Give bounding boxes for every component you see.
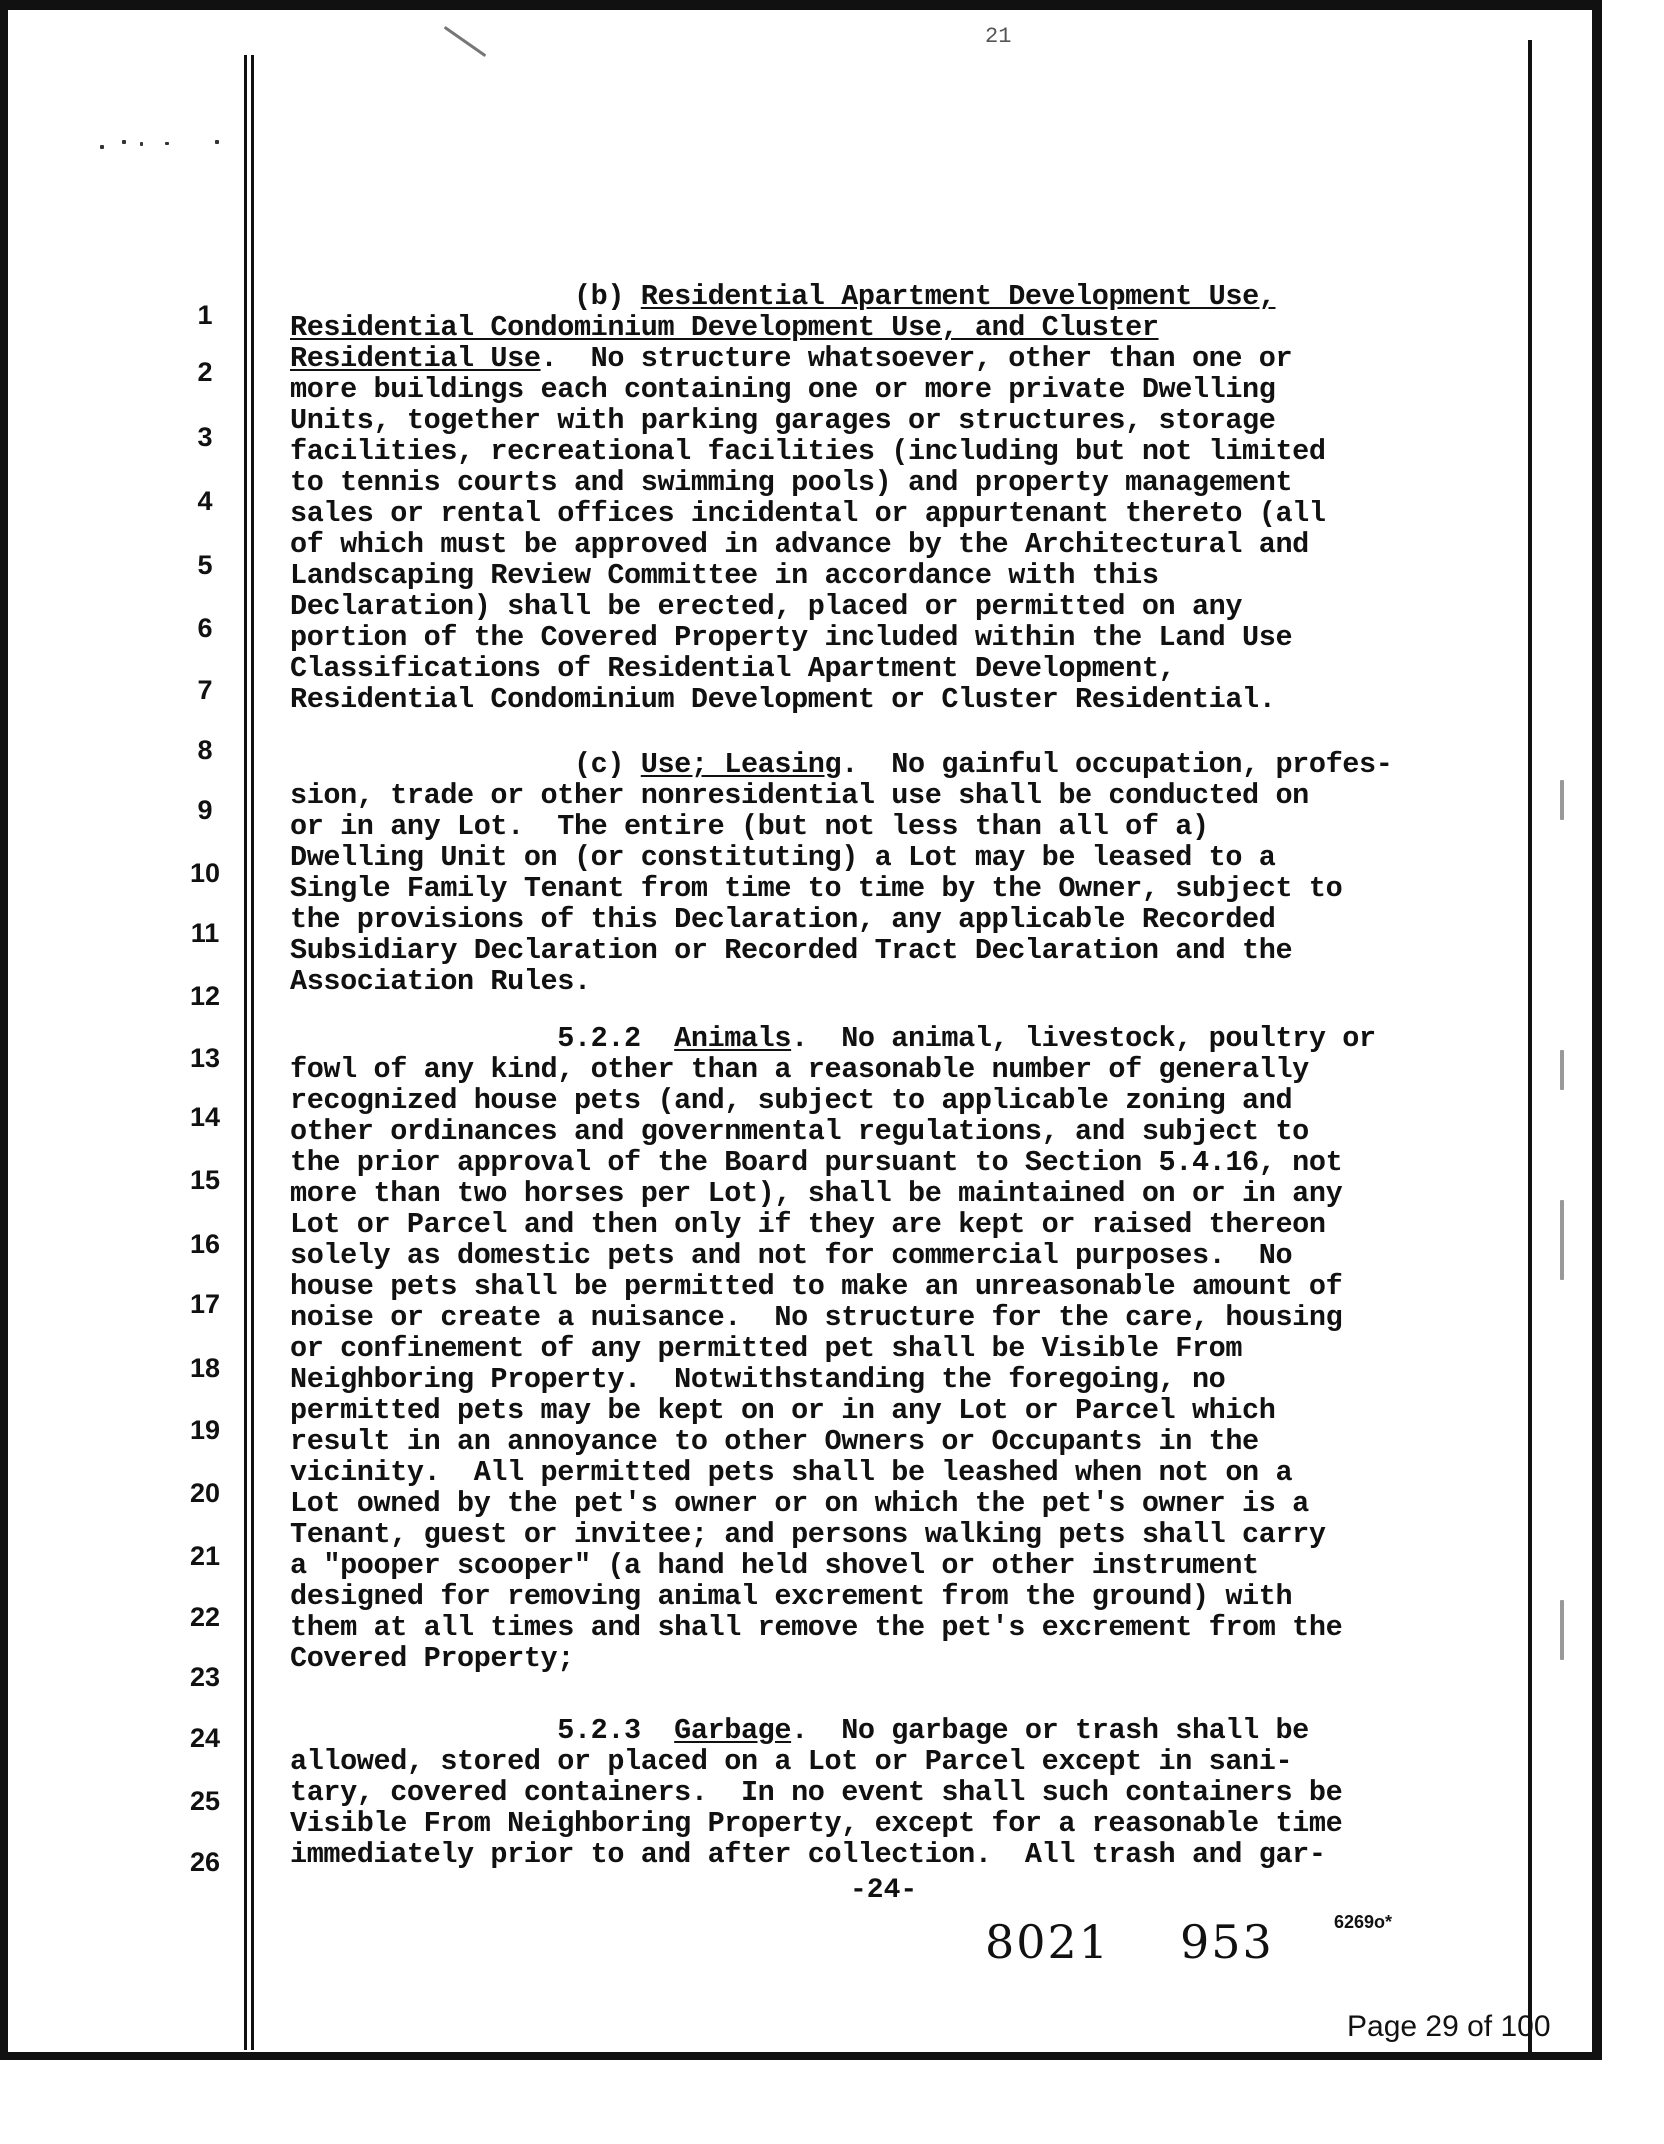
para-b-heading-line-2 [290,311,1159,344]
body-line: of which must be approved in advance by the Architectural and [290,528,1309,561]
body-line: Landscaping Review Committee in accordance with this [290,559,1159,592]
line-number: 16 [189,1229,221,1259]
line-number: 15 [189,1165,221,1195]
body-line: Visible From Neighboring Property, except for a reasonable time [290,1807,1343,1840]
line-number: 26 [189,1847,221,1877]
body-line: Covered Property; [290,1642,574,1675]
body-line: Declaration) shall be erected, placed or permitted on any [290,590,1243,623]
line-number: 2 [197,357,213,387]
body-line: or in any Lot. The entire (but not less than all of a) [290,810,1209,843]
body-line: a "pooper scooper" (a hand held shovel or other instrument [290,1549,1259,1582]
body-line: Classifications of Residential Apartment Development, [290,652,1176,685]
top-mark: 21 [985,24,1012,49]
left-margin-rule-inner [251,55,254,2050]
scan-speck [100,145,104,149]
para-b-after-heading: . No structure whatsoever, other than one or [540,342,1293,375]
line-number: 14 [189,1102,221,1132]
section-523-after-heading: . No garbage or trash shall be [791,1714,1309,1747]
line-number: 7 [197,675,213,705]
para-c-after-heading: . No gainful occupation, profes- [841,748,1393,781]
para-b-heading-line-3 [290,342,1292,375]
scan-speck [1560,1200,1564,1280]
line-number: 20 [189,1478,221,1508]
body-line: Dwelling Unit on (or constituting) a Lot may be leased to a [290,841,1276,874]
body-line: them at all times and shall remove the pet's excrement from the [290,1611,1343,1644]
para-c-heading: Use; Leasing [640,748,842,781]
page-number: -24- [850,1875,918,1906]
body-line: permitted pets may be kept on or in any Lot or Parcel which [290,1394,1276,1427]
line-number: 11 [190,918,220,948]
recording-number-a: 8021 [985,1915,1111,1969]
para-b-heading: Residential Apartment Development Use, [640,280,1276,313]
recording-number-b: 953 [1180,1915,1274,1969]
body-line: portion of the Covered Property included within the Land Use [290,621,1293,654]
section-523-lead: 5.2.3 [557,1714,675,1747]
line-number: 1 [197,300,213,330]
body-line: other ordinances and governmental regulations, and subject to [290,1115,1309,1148]
body-line: recognized house pets (and, subject to applicable zoning and [290,1084,1293,1117]
scan-speck [122,140,126,144]
body-line: result in an annoyance to other Owners or Occupants in the [290,1425,1259,1458]
body-line: Lot owned by the pet's owner or on which the pet's owner is a [290,1487,1309,1520]
body-line: Units, together with parking garages or structures, storage [290,404,1276,437]
right-margin-rule [1528,40,1532,2052]
body-line: more than two horses per Lot), shall be maintained on or in any [290,1177,1343,1210]
scan-speck [215,140,219,144]
body-line: immediately prior to and after collection. All trash and gar- [290,1838,1326,1871]
line-number: 17 [189,1289,221,1319]
scan-border-right [1592,0,1602,2060]
line-number: 6 [197,613,213,643]
body-line: tary, covered containers. In no event shall such containers be [290,1776,1343,1809]
body-line: allowed, stored or placed on a Lot or Parcel except in sani- [290,1745,1293,1778]
body-line: facilities, recreational facilities (including but not limited [290,435,1326,468]
body-line: or confinement of any permitted pet shall be Visible From [290,1332,1243,1365]
body-line: the provisions of this Declaration, any applicable Recorded [290,903,1276,936]
body-line: Single Family Tenant from time to time by the Owner, subject to [290,872,1343,905]
para-b-lead: (b) [573,280,641,313]
body-line: Subsidiary Declaration or Recorded Tract Declaration and the [290,934,1293,967]
section-523-heading: Garbage [674,1714,792,1747]
line-number: 23 [189,1662,221,1692]
body-line: Residential Condominium Development or Cluster Residential. [290,683,1276,716]
section-523-heading-line [290,1714,1309,1747]
para-b-heading-2: Residential Condominium Development Use, and Cluster [290,311,1159,344]
line-number: 12 [189,981,221,1011]
body-line: solely as domestic pets and not for commercial purposes. No [290,1239,1293,1272]
body-line: more buildings each containing one or more private Dwelling [290,373,1276,406]
line-number: 9 [197,795,213,825]
scan-speck [1560,1600,1564,1660]
body-line: vicinity. All permitted pets shall be leashed when not on a [290,1456,1293,1489]
line-number: 3 [197,422,213,452]
body-line: the prior approval of the Board pursuant to Section 5.4.16, not [290,1146,1343,1179]
body-line: Lot or Parcel and then only if they are kept or raised thereon [290,1208,1326,1241]
left-margin-rule [244,55,247,2050]
doc-code: 6269o* [1334,1912,1393,1932]
body-line: to tennis courts and swimming pools) and property management [290,466,1293,499]
section-522-heading-line [290,1022,1376,1055]
line-number: 19 [189,1415,221,1445]
section-522-heading: Animals [674,1022,792,1055]
scan-speck [1560,780,1564,820]
line-number: 22 [189,1602,221,1632]
scan-border-bottom [0,2052,1596,2060]
body-line: fowl of any kind, other than a reasonable number of generally [290,1053,1309,1086]
para-c-heading-line [290,748,1392,781]
scan-speck [1560,1050,1564,1090]
scan-speck [140,142,143,146]
line-number: 24 [189,1723,221,1753]
body-line: noise or create a nuisance. No structure for the care, housing [290,1301,1343,1334]
body-line: house pets shall be permitted to make an unreasonable amount of [290,1270,1343,1303]
line-number: 18 [189,1353,221,1383]
para-b-heading-3: Residential Use [290,342,541,375]
scan-speck [165,142,169,145]
line-number: 5 [197,550,213,580]
section-522-lead: 5.2.2 [557,1022,675,1055]
para-b-heading-line [290,280,1275,313]
line-number: 10 [189,858,221,888]
para-c-lead: (c) [573,748,641,781]
line-number: 13 [189,1043,221,1073]
body-line: designed for removing animal excrement from the ground) with [290,1580,1293,1613]
line-number: 8 [197,735,213,765]
section-522-after-heading: . No animal, livestock, poultry or [791,1022,1376,1055]
body-line: Association Rules. [290,965,591,998]
body-line: Tenant, guest or invitee; and persons walking pets shall carry [290,1518,1326,1551]
scan-speck [444,26,487,57]
line-number: 25 [189,1786,221,1816]
scan-border-left [0,0,8,2060]
line-number: 21 [189,1541,221,1571]
body-line: Neighboring Property. Notwithstanding the foregoing, no [290,1363,1226,1396]
body-line: sion, trade or other nonresidential use shall be conducted on [290,779,1309,812]
body-line: sales or rental offices incidental or appurtenant thereto (all [290,497,1326,530]
page-counter: Page 29 of 100 [1347,2010,1551,2043]
line-number: 4 [197,486,213,516]
scan-border-top [0,0,1600,10]
